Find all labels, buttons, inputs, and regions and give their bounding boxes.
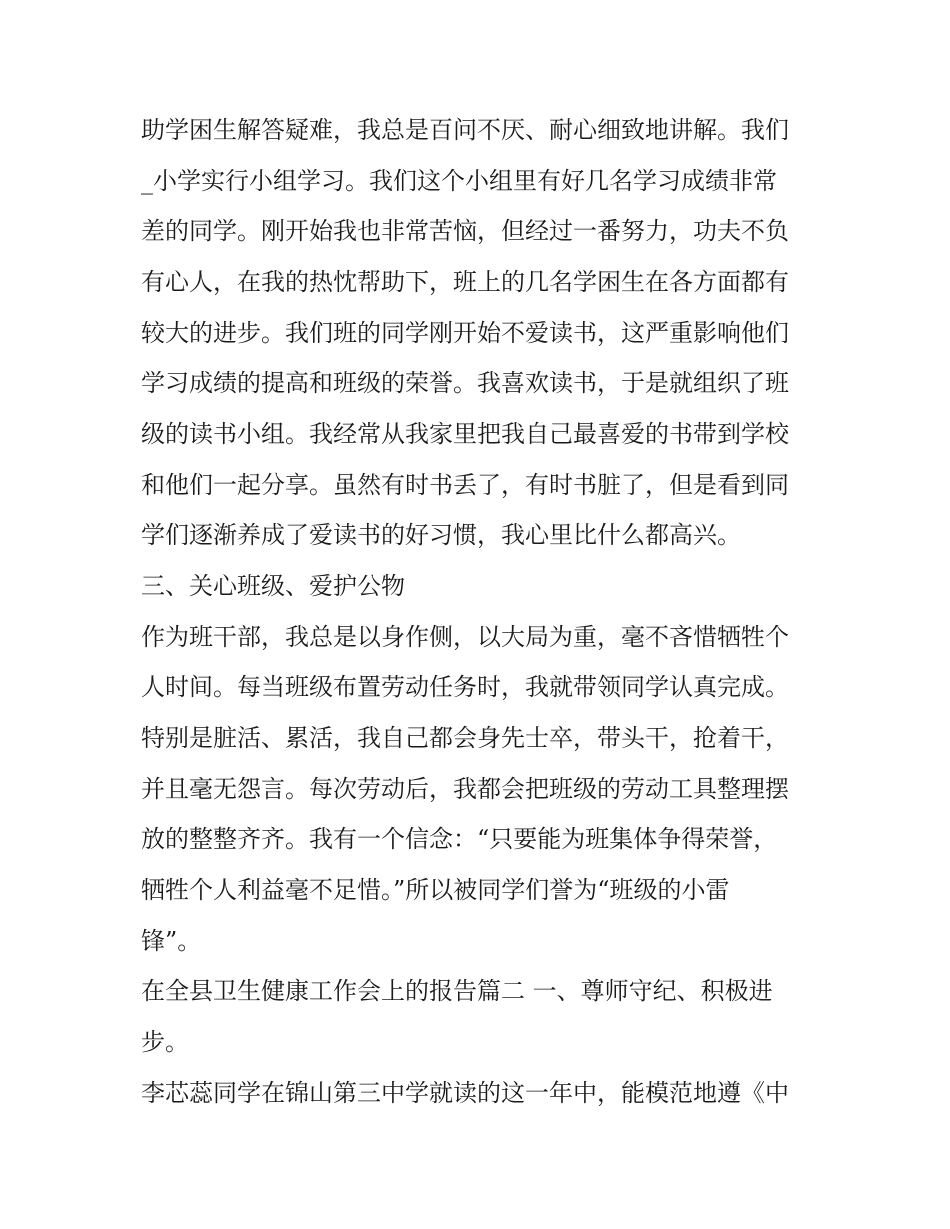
paragraph-line: 学习成绩的提高和班级的荣誉。我喜欢读书，于是就组织了班 (141, 369, 789, 397)
paragraph-line: 特别是脏活、累活，我自己都会身先士卒，带头干，抢着干， (141, 724, 789, 752)
paragraph-line: 锋”。 (141, 927, 202, 955)
paragraph-line: 有心人，在我的热忱帮助下，班上的几名学困生在各方面都有 (141, 268, 789, 296)
section-heading: 在全县卫生健康工作会上的报告篇二 一、尊师守纪、积极进 (141, 977, 773, 1005)
paragraph-line: 人时间。每当班级布置劳动任务时，我就带领同学认真完成。 (141, 673, 789, 701)
paragraph-line: 并且毫无怨言。每次劳动后，我都会把班级的劳动工具整理摆 (141, 775, 789, 803)
paragraph-line: 较大的进步。我们班的同学刚开始不爱读书，这严重影响他们 (141, 319, 789, 347)
paragraph-line: 助学困生解答疑难，我总是百问不厌、耐心细致地讲解。我们 (141, 116, 789, 144)
section-heading: 三、关心班级、爱护公物 (141, 572, 405, 600)
paragraph-line: _小学实行小组学习。我们这个小组里有好几名学习成绩非常 (141, 167, 777, 195)
paragraph-line: 级的读书小组。我经常从我家里把我自己最喜爱的书带到学校 (141, 420, 789, 448)
paragraph-line: 学们逐渐养成了爱读书的好习惯，我心里比什么都高兴。 (141, 521, 741, 549)
paragraph-line: 牺牲个人利益毫不足惜。”所以被同学们誉为“班级的小雷 (141, 876, 730, 904)
paragraph-line: 和他们一起分享。虽然有时书丢了，有时书脏了，但是看到同 (141, 471, 789, 499)
paragraph-line: 步。 (141, 1028, 189, 1056)
paragraph-line: 放的整整齐齐。我有一个信念：“只要能为班集体争得荣誉， (141, 825, 778, 853)
paragraph-line: 作为班干部，我总是以身作侧，以大局为重，毫不吝惜牺牲个 (141, 623, 789, 651)
paragraph-line: 差的同学。刚开始我也非常苦恼，但经过一番努力，功夫不负 (141, 217, 789, 245)
paragraph-line: 李芯蕊同学在锦山第三中学就读的这一年中，能模范地遵《中 (141, 1079, 789, 1107)
